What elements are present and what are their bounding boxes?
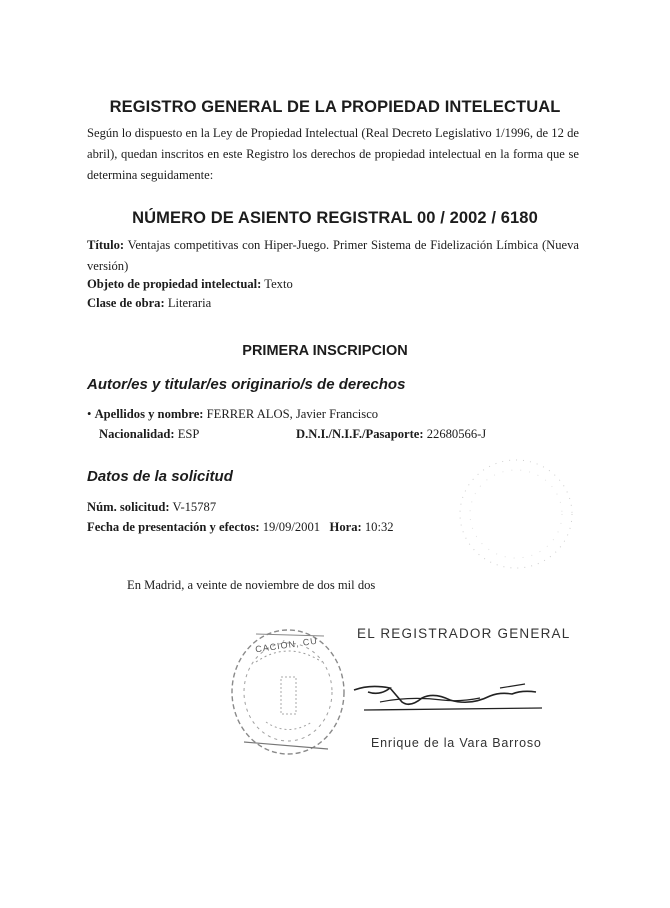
object-value: Texto	[264, 277, 293, 291]
authors-heading: Autor/es y titular/es originario/s de derechos	[87, 376, 406, 393]
intro-paragraph: Según lo dispuesto en la Ley de Propiedad Intelectual (Real Decreto Legislativo 1/1996, de 12 de abril), quedan inscritos en este Registro los derechos de propiedad intelectual en la forma que se determina seguidamente:	[87, 126, 579, 182]
date-label: Fecha de presentación y efectos:	[87, 520, 260, 534]
id-value: 22680566-J	[426, 427, 487, 441]
time-label: Hora:	[329, 520, 362, 534]
signature-icon	[350, 680, 550, 720]
bullet: •	[87, 407, 92, 421]
nationality-field	[99, 424, 199, 445]
author-name-field	[87, 404, 378, 425]
nationality-value: ESP	[177, 427, 200, 441]
registrar-name: Enrique de la Vara Barroso	[371, 736, 542, 750]
id-label: D.N.I./N.I.F./Pasaporte:	[296, 427, 424, 441]
object-label: Objeto de propiedad intelectual:	[87, 277, 262, 291]
id-field	[296, 424, 486, 445]
class-value: Literaria	[167, 296, 212, 310]
document-title: REGISTRO GENERAL DE LA PROPIEDAD INTELECTUAL	[109, 98, 561, 116]
name-label: Apellidos y nombre:	[94, 407, 204, 421]
name-value: FERRER ALOS, Javier Francisco	[206, 407, 379, 421]
title-value: Ventajas competitivas con Hiper-Juego. Primer Sistema de Fidelización Límbica (Nueva versión)	[87, 238, 580, 273]
stamp-text: CACIÓN, CU	[254, 635, 319, 655]
time-value: 10:32	[364, 520, 394, 534]
dry-seal-icon	[452, 452, 582, 577]
request-heading: Datos de la solicitud	[87, 468, 233, 485]
date-value: 19/09/2001	[262, 520, 321, 534]
class-label: Clase de obra:	[87, 296, 165, 310]
object-field	[87, 274, 293, 295]
date-field	[87, 517, 394, 538]
place-date: En Madrid, a veinte de noviembre de dos mil dos	[127, 578, 376, 592]
request-number-field	[87, 497, 216, 518]
class-field	[87, 293, 211, 314]
registry-number-heading: NÚMERO DE ASIENTO REGISTRAL 00 / 2002 / 6180	[132, 209, 538, 227]
request-number-value: V-15787	[172, 500, 217, 514]
request-number-label: Núm. solicitud:	[87, 500, 170, 514]
title-label: Título:	[87, 238, 125, 252]
title-field	[87, 235, 579, 277]
inscription-heading: PRIMERA INSCRIPCION	[242, 343, 408, 359]
registrar-title: EL REGISTRADOR GENERAL	[357, 626, 571, 641]
nationality-label: Nacionalidad:	[99, 427, 175, 441]
